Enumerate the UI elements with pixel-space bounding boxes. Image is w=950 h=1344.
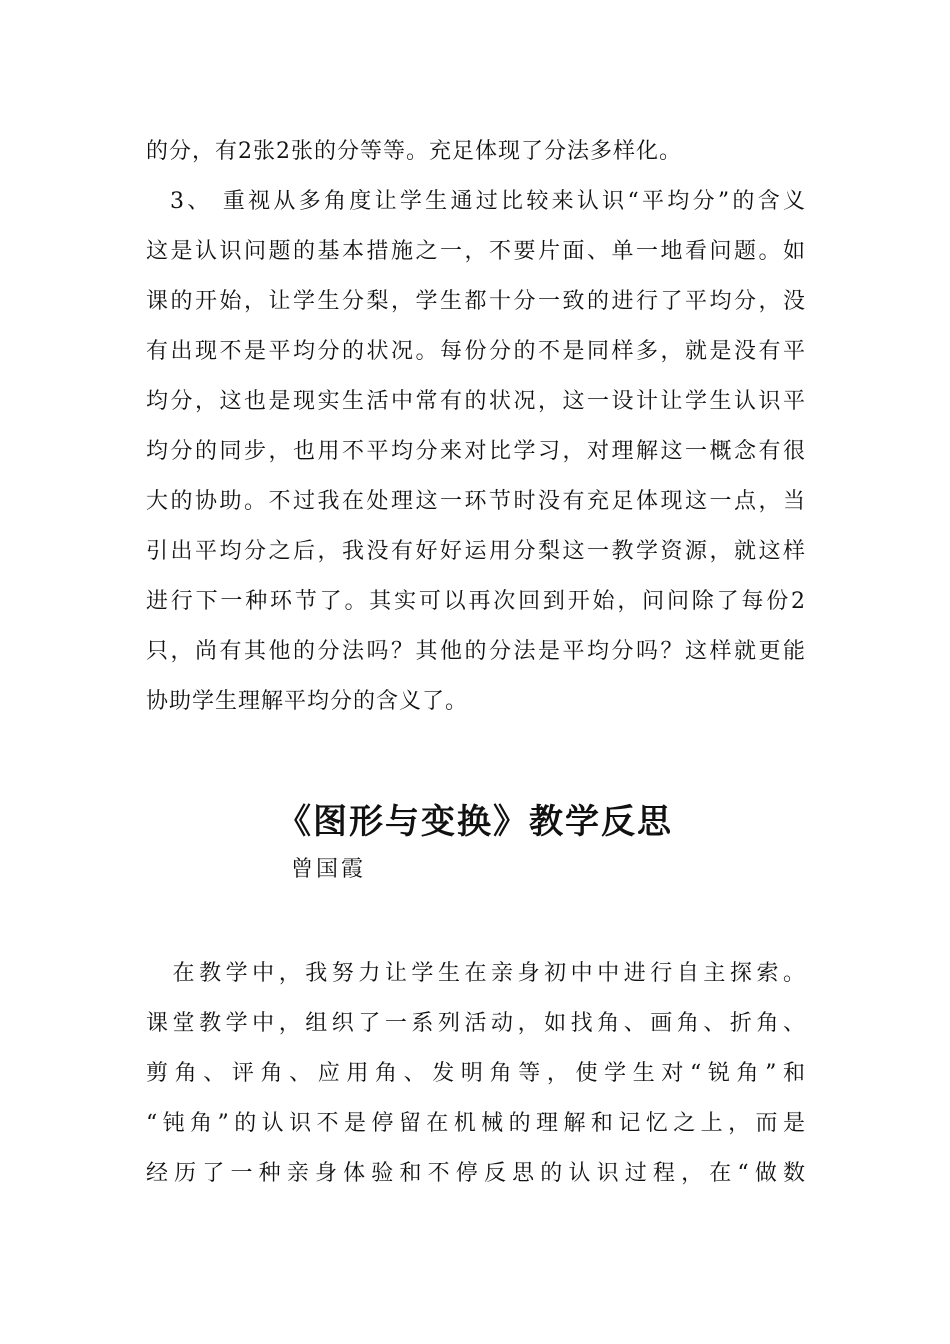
text-line: 的分，有2张2张的分等等。充足体现了分法多样化。 (146, 139, 682, 164)
section-heading: 3、 重视从多角度让学生通过比较来认识“平均分”的含义 (170, 189, 806, 214)
text-line: “钝角”的认识不是停留在机械的理解和记忆之上，而是 (146, 1111, 806, 1136)
text-line: 引出平均分之后，我没有好好运用分梨这一教学资源，就这样 (146, 539, 806, 564)
document-title: 《图形与变换》教学反思 (277, 802, 673, 842)
text-line: 进行下一种环节了。其实可以再次回到开始，问问除了每份2 (146, 589, 806, 614)
text-line: 只，尚有其他的分法吗？其他的分法是平均分吗？这样就更能 (146, 639, 806, 664)
text-line: 大的协助。不过我在处理这一环节时没有充足体现这一点，当 (146, 489, 806, 514)
text-line: 课堂教学中，组织了一系列活动，如找角、画角、折角、 (146, 1011, 806, 1036)
text-line: 均分，这也是现实生活中常有的状况，这一设计让学生认识平 (146, 389, 806, 414)
text-line: 课的开始，让学生分梨，学生都十分一致的进行了平均分，没 (146, 289, 806, 314)
text-line: 在教学中，我努力让学生在亲身初中中进行自主探索。 (146, 961, 806, 986)
text-line: 经历了一种亲身体验和不停反思的认识过程，在“做数 (146, 1161, 806, 1186)
text-line: 这是认识问题的基本措施之一，不要片面、单一地看问题。如 (146, 239, 806, 264)
text-line: 均分的同步，也用不平均分来对比学习，对理解这一概念有很 (146, 439, 806, 464)
text-line: 有出现不是平均分的状况。每份分的不是同样多，就是没有平 (146, 339, 806, 364)
text-line: 剪角、评角、应用角、发明角等，使学生对“锐角”和 (146, 1061, 806, 1086)
author-name: 曾国霞 (291, 857, 367, 882)
text-line: 协助学生理解平均分的含义了。 (146, 689, 469, 714)
